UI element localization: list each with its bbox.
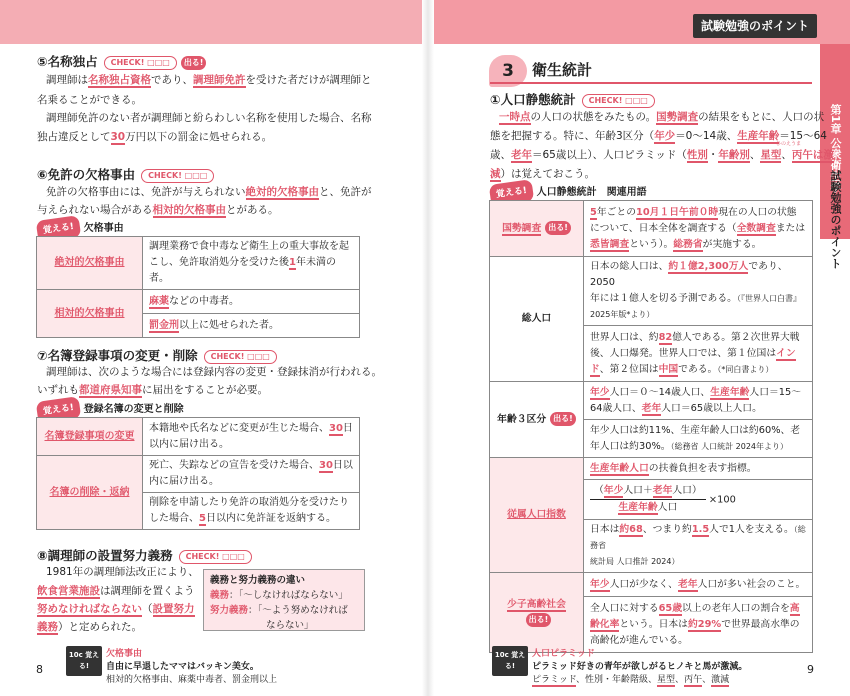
keyword: 生産年齢人口 xyxy=(590,462,649,474)
keyword: 5 xyxy=(199,513,206,524)
source-note: （総務省 人口統計 2024年より） xyxy=(670,441,789,451)
paragraph: 調理師免許のない者が調理師と紛らわしい名称を使用した場合、名称 xyxy=(46,112,372,124)
row-value xyxy=(584,573,813,597)
paragraph xyxy=(37,599,195,619)
chapter-tab[interactable]: 第1章 公衆衛生学 xyxy=(820,44,850,239)
keyword: 老年 xyxy=(511,149,532,161)
text: 現在の人口の状態 xyxy=(718,206,797,218)
text: という。日本は xyxy=(619,618,688,630)
memory-tip-badge: 10c 覚える! xyxy=(492,646,528,676)
table-row xyxy=(490,573,813,597)
text-line xyxy=(590,205,806,221)
text: 人口 xyxy=(672,485,692,496)
deru-badge: 出る! xyxy=(550,412,576,426)
text: 万円以下の罰金に処せられる。 xyxy=(125,131,273,143)
note-line xyxy=(210,588,358,603)
keyword: 年齢別 xyxy=(718,149,750,161)
paragraph xyxy=(46,70,372,90)
text: ＝0〜14歳、 xyxy=(675,130,738,142)
heading-text: ⑦名簿登録事項の変更・削除 xyxy=(37,348,198,363)
keyword: 国勢調査 xyxy=(656,111,699,123)
text: 内に届け出る。 xyxy=(149,476,219,487)
text: 後、人口爆発。世界人口では、第１位国は xyxy=(590,347,777,359)
row-value xyxy=(143,493,360,530)
text: いずれも xyxy=(37,384,79,396)
text-line xyxy=(149,511,353,527)
keyword: 丙午 xyxy=(684,675,703,685)
text: 世界人口は、約 xyxy=(590,331,659,343)
text: は調理師を置くよう xyxy=(100,585,195,597)
row-value xyxy=(584,520,813,573)
text: 年人口は約30%。 xyxy=(590,440,671,452)
text: 以上に処せられた者。 xyxy=(179,319,279,331)
row-value xyxy=(584,480,813,520)
note-line xyxy=(210,603,358,618)
heading-text: ①人口静態統計 xyxy=(490,92,576,107)
text: に届出をすることが必要。 xyxy=(142,384,268,396)
denominator xyxy=(590,500,706,516)
text: 人口が多い社会のこと。 xyxy=(697,578,806,590)
text: した場合、 xyxy=(149,513,199,524)
oboeru-badge: 覚える! xyxy=(489,179,535,207)
text: 調理業務で食中毒など衛生上の重大事故を起 xyxy=(149,241,349,252)
text: ）は覚えておこう。 xyxy=(500,168,595,180)
section-title-6 xyxy=(37,165,214,183)
text: 調理師は xyxy=(46,74,88,86)
text: 億人である。第２次世界大戦 xyxy=(672,331,800,343)
text: 与えられない場合がある xyxy=(37,204,153,216)
page-number: 8 xyxy=(36,663,43,676)
keyword: 年齢３区分 xyxy=(497,413,547,425)
check-badge: CHECK! □□□ xyxy=(179,550,252,564)
keyword: 義務 xyxy=(37,621,58,633)
keyword: 年少 xyxy=(654,130,676,142)
row-key xyxy=(490,382,584,458)
text: 、 xyxy=(781,149,792,161)
text: 人で1人を支える。 xyxy=(709,524,794,535)
keyword: 調理師免許 xyxy=(193,74,246,86)
text: 人口 xyxy=(657,502,678,513)
tip-line xyxy=(532,673,729,687)
text: について、日本全体を調査する（ xyxy=(590,222,737,234)
keyword: 総務省 xyxy=(673,238,703,250)
row-value xyxy=(143,237,360,290)
table-jinko xyxy=(489,200,813,653)
keyword: 生産年齢 xyxy=(618,502,658,513)
text-line xyxy=(590,601,806,617)
text: ：「〜よう努めなければ xyxy=(248,605,348,616)
text: （ xyxy=(142,603,153,615)
text: 日以内に免許証を返納する。 xyxy=(205,513,336,524)
row-key: 相対的欠格事由 xyxy=(37,290,143,338)
text-line xyxy=(149,255,353,287)
text: 全人口に対する xyxy=(590,602,659,614)
table-row xyxy=(37,237,360,290)
text-line xyxy=(590,401,806,417)
text: 、性別・年齢階級、 xyxy=(576,675,658,685)
text: 態を把握する。特に、年齢3区分（ xyxy=(490,130,655,142)
keyword: 高 xyxy=(789,602,800,614)
keyword: 義務 xyxy=(210,590,230,601)
keyword: 年少 xyxy=(590,386,610,398)
deru-badge: 出る! xyxy=(526,613,552,627)
keyword: 努力義務 xyxy=(210,605,249,616)
text: の結果をもとに、人口の状 xyxy=(698,111,825,123)
source-note: （*同白書より） xyxy=(717,364,774,374)
row-value xyxy=(584,201,813,257)
keyword: 星型 xyxy=(760,149,782,161)
keyword: 30 xyxy=(110,131,126,143)
text: の扶養負担を表す指標。 xyxy=(648,462,757,474)
table-row xyxy=(37,290,360,314)
text-line xyxy=(590,237,806,253)
heading-text: ⑤名称独占 xyxy=(37,54,98,69)
paragraph: 名乗ることができる。 xyxy=(37,94,142,106)
text: ＝15〜64 xyxy=(779,130,827,142)
caption-text: 登録名簿の変更と削除 xyxy=(83,404,184,415)
text: 、つまり約 xyxy=(642,524,692,535)
source-note: （総務省 xyxy=(590,525,806,550)
text-line xyxy=(590,259,806,291)
text: であり、 xyxy=(151,74,193,86)
table-row xyxy=(37,456,360,493)
text: という）。 xyxy=(629,238,674,250)
text: が実施する。 xyxy=(702,238,762,250)
check-badge: CHECK! □□□ xyxy=(104,56,177,70)
keyword: 国勢調査 xyxy=(502,222,542,234)
keyword: 老年 xyxy=(677,578,698,590)
row-key: 絶対的欠格事由 xyxy=(37,237,143,290)
text: 人口＝15〜 xyxy=(749,386,802,398)
text: 日本の総人口は、 xyxy=(590,261,669,272)
keyword: 生産年齢 xyxy=(710,386,750,398)
row-key: 従属人口指数 xyxy=(490,458,584,573)
keyword: 年少 xyxy=(590,578,610,590)
keyword: 1 xyxy=(289,257,296,268)
keyword: 10月１日午前０時 xyxy=(636,206,719,218)
text: 、第２位国は xyxy=(599,363,659,375)
keyword: イン xyxy=(776,347,796,359)
oboeru-badge: 覚える! xyxy=(36,215,82,243)
check-badge: CHECK! □□□ xyxy=(141,169,214,183)
paragraph xyxy=(37,617,142,637)
deru-badge: 出る! xyxy=(181,56,207,70)
text: 年未満の者。 xyxy=(149,257,336,284)
paragraph xyxy=(490,145,834,165)
chapter-subtab: 試験勉強のポイント xyxy=(829,170,842,269)
text: 、 xyxy=(702,675,712,685)
text-line xyxy=(590,617,806,633)
note-box xyxy=(203,569,365,631)
keyword: 82 xyxy=(658,331,673,343)
keyword: 老年 xyxy=(652,485,673,496)
text-line xyxy=(590,439,806,455)
text: とがある。 xyxy=(226,204,279,216)
deru-badge: 出る! xyxy=(545,221,571,235)
row-key: 総人口 xyxy=(490,257,584,382)
check-badge: CHECK! □□□ xyxy=(582,94,655,108)
text-line xyxy=(590,362,806,378)
text: 本籍地や氏名などに変更が生じた場合、 xyxy=(149,422,329,434)
text-line xyxy=(149,458,353,474)
section-title-5 xyxy=(37,52,206,70)
text: 人口＝０〜14歳人口、 xyxy=(609,386,711,398)
table-row xyxy=(37,418,360,456)
paragraph xyxy=(37,127,272,147)
keyword: ピラミッド xyxy=(532,675,577,685)
tip-line: 自由に早退したママはバッキン美女。 xyxy=(106,662,259,672)
heading-text: ⑥免許の欠格事由 xyxy=(37,167,136,182)
source-note: 統計局 人口推計 2024） xyxy=(590,557,680,566)
text: 年ごとの xyxy=(596,206,637,218)
keyword: 30 xyxy=(329,422,343,434)
text: 歳、 xyxy=(490,149,511,161)
text: ×100 xyxy=(708,494,736,506)
fraction xyxy=(590,483,706,516)
row-value xyxy=(143,314,360,338)
row-key xyxy=(490,201,584,257)
keyword: 絶対的欠格事由 xyxy=(245,186,319,198)
text-line xyxy=(590,346,806,362)
oboeru-badge: 覚える! xyxy=(36,396,82,424)
keyword: 星型 xyxy=(657,675,676,685)
paragraph xyxy=(499,107,824,127)
keyword: 齢化率 xyxy=(590,618,620,630)
text: などの中毒者。 xyxy=(169,295,239,307)
source-note: 2025年版*より） xyxy=(590,310,655,319)
text: 日本は xyxy=(590,524,620,535)
tip-title: 人口ピラミッド xyxy=(532,649,595,659)
keyword: 5 xyxy=(590,206,597,218)
text: ・ xyxy=(707,149,719,161)
text: と、免許が xyxy=(319,186,372,198)
text: 64歳人口、 xyxy=(590,402,642,414)
text: ：「〜しなければならない」 xyxy=(229,590,348,601)
keyword: 名称独占資格 xyxy=(88,74,151,86)
keyword: 約29% xyxy=(687,618,722,630)
keyword: 激減 xyxy=(711,675,730,685)
text-line xyxy=(590,291,806,307)
ruby: ひのえうま xyxy=(776,141,802,147)
tip-title: 欠格事由 xyxy=(106,649,143,659)
keyword: 生産年齢 xyxy=(737,130,780,142)
text-line xyxy=(590,522,806,554)
text: 人口＋ xyxy=(623,485,653,496)
text: 年には１億人を切る予測である。 xyxy=(590,293,737,304)
text: である。 xyxy=(678,363,718,375)
text: 日 xyxy=(342,422,353,434)
tip-line: 相対的欠格事由、麻薬中毒者、罰金刑以上 xyxy=(106,675,278,685)
row-value xyxy=(584,420,813,458)
keyword: 都道府県知事 xyxy=(79,384,142,396)
row-value xyxy=(143,456,360,493)
row-value xyxy=(584,597,813,653)
source-note: （『世界人口白書』 xyxy=(736,294,801,303)
text: であり、2050 xyxy=(590,261,788,288)
text: ＝65歳以上）、人口ピラミッド（ xyxy=(532,149,687,161)
keyword: 悉皆調査 xyxy=(590,238,630,250)
row-value xyxy=(584,382,813,420)
section-rule xyxy=(490,82,812,84)
text-line xyxy=(149,421,353,437)
section-title: 衛生統計 xyxy=(532,61,593,79)
keyword: 老年 xyxy=(641,402,662,414)
paragraph xyxy=(490,164,595,184)
numerator: （年少人口＋老年人口） xyxy=(590,483,706,500)
text-line xyxy=(590,221,806,237)
keyword: 努めなければならない xyxy=(37,603,142,615)
row-value xyxy=(584,458,813,480)
row-key: 名簿の削除・返納 xyxy=(37,456,143,530)
note-line: ならない」 xyxy=(266,620,314,631)
text: 、 xyxy=(675,675,685,685)
table-meibo xyxy=(36,417,360,530)
table-row xyxy=(490,201,813,257)
row-key xyxy=(490,573,584,653)
keyword: 約１億2,300万人 xyxy=(668,261,749,272)
text: こし、免許取消処分を受けた後 xyxy=(149,257,289,268)
text: 年少人口は約11%、生産年齢人口は約60%、老 xyxy=(590,424,801,436)
text: 人口が少なく、 xyxy=(609,578,678,590)
top-band-left xyxy=(0,0,430,44)
keyword: 罰金刑 xyxy=(149,319,179,331)
keyword: 65歳 xyxy=(658,602,683,614)
text: ）と定められた。 xyxy=(58,621,142,633)
row-value xyxy=(584,257,813,326)
row-key: 名簿登録事項の変更 xyxy=(37,418,143,456)
text: の人口の状態をみたもの。 xyxy=(530,111,657,123)
keyword: 30 xyxy=(319,460,333,471)
keyword: 相対的欠格事由 xyxy=(152,204,226,216)
note-title: 義務と努力義務の違い xyxy=(210,575,306,586)
text-line xyxy=(590,385,806,401)
check-badge: CHECK! □□□ xyxy=(204,350,277,364)
text: 以上の老年人口の割合を xyxy=(682,602,790,614)
text: 削除を申請したり免許の取消処分を受けたり xyxy=(149,497,349,508)
keyword: 性別 xyxy=(686,149,708,161)
text: 以内に届け出る。 xyxy=(149,438,229,450)
subsection-title xyxy=(490,90,655,108)
table-row xyxy=(490,382,813,420)
keyword: 約68 xyxy=(619,524,643,535)
text: 日以 xyxy=(332,460,353,471)
table-kekkaku xyxy=(36,236,360,338)
text: 死亡、失踪などの宣告を受けた場合、 xyxy=(149,460,319,471)
row-value xyxy=(143,418,360,456)
row-value xyxy=(584,326,813,382)
keyword: 設置努力 xyxy=(152,603,195,615)
keyword: 丙午は激 xyxy=(791,149,834,161)
page-number: 9 xyxy=(807,663,814,676)
tip-line: ピラミッド好きの青年が欲しがるヒノキと馬が激減。 xyxy=(532,662,748,672)
keyword: 全数調査 xyxy=(736,222,776,234)
text: 高齢化が進んでいる。 xyxy=(590,634,688,646)
keyword: 中国 xyxy=(658,363,679,375)
points-title: 試験勉強のポイント xyxy=(693,14,817,38)
page-gutter xyxy=(422,0,434,696)
paragraph: 調理師は、次のような場合には登録内容の変更・登録抹消が行われる。 xyxy=(46,366,382,378)
text: で世界最高水準の xyxy=(721,618,800,630)
text: 免許の欠格事由には、免許が与えられない xyxy=(46,186,246,198)
row-value xyxy=(143,290,360,314)
keyword: ド xyxy=(590,363,600,375)
paragraph xyxy=(37,581,195,601)
text: 人口＝65歳以上人口。 xyxy=(661,402,762,414)
paragraph: 1981年の調理師法改正により、 xyxy=(46,566,199,578)
table-row xyxy=(490,458,813,480)
keyword: 一時点 xyxy=(499,111,531,123)
section-number: 3 xyxy=(489,55,527,87)
text: または xyxy=(775,222,806,234)
text-line xyxy=(590,330,806,346)
keyword: 減 xyxy=(490,168,501,180)
keyword: 飲食営業施設 xyxy=(37,585,100,597)
table-row xyxy=(490,257,813,326)
text: 、 xyxy=(749,149,761,161)
text: 独占違反として xyxy=(37,131,111,143)
keyword: 少子高齢社会 xyxy=(507,598,566,610)
paragraph xyxy=(46,182,372,202)
caption-text: 欠格事由 xyxy=(83,223,124,234)
keyword: 麻薬 xyxy=(149,295,169,307)
keyword: 1.5 xyxy=(691,524,710,535)
keyword: 年少 xyxy=(603,485,624,496)
heading-text: ⑧調理師の設置努力義務 xyxy=(37,548,173,563)
caption-text: 人口静態統計 関連用語 xyxy=(536,187,647,198)
text: を受けた者だけが調理師と xyxy=(245,74,372,86)
memory-tip-badge: 10c 覚える! xyxy=(66,646,102,676)
